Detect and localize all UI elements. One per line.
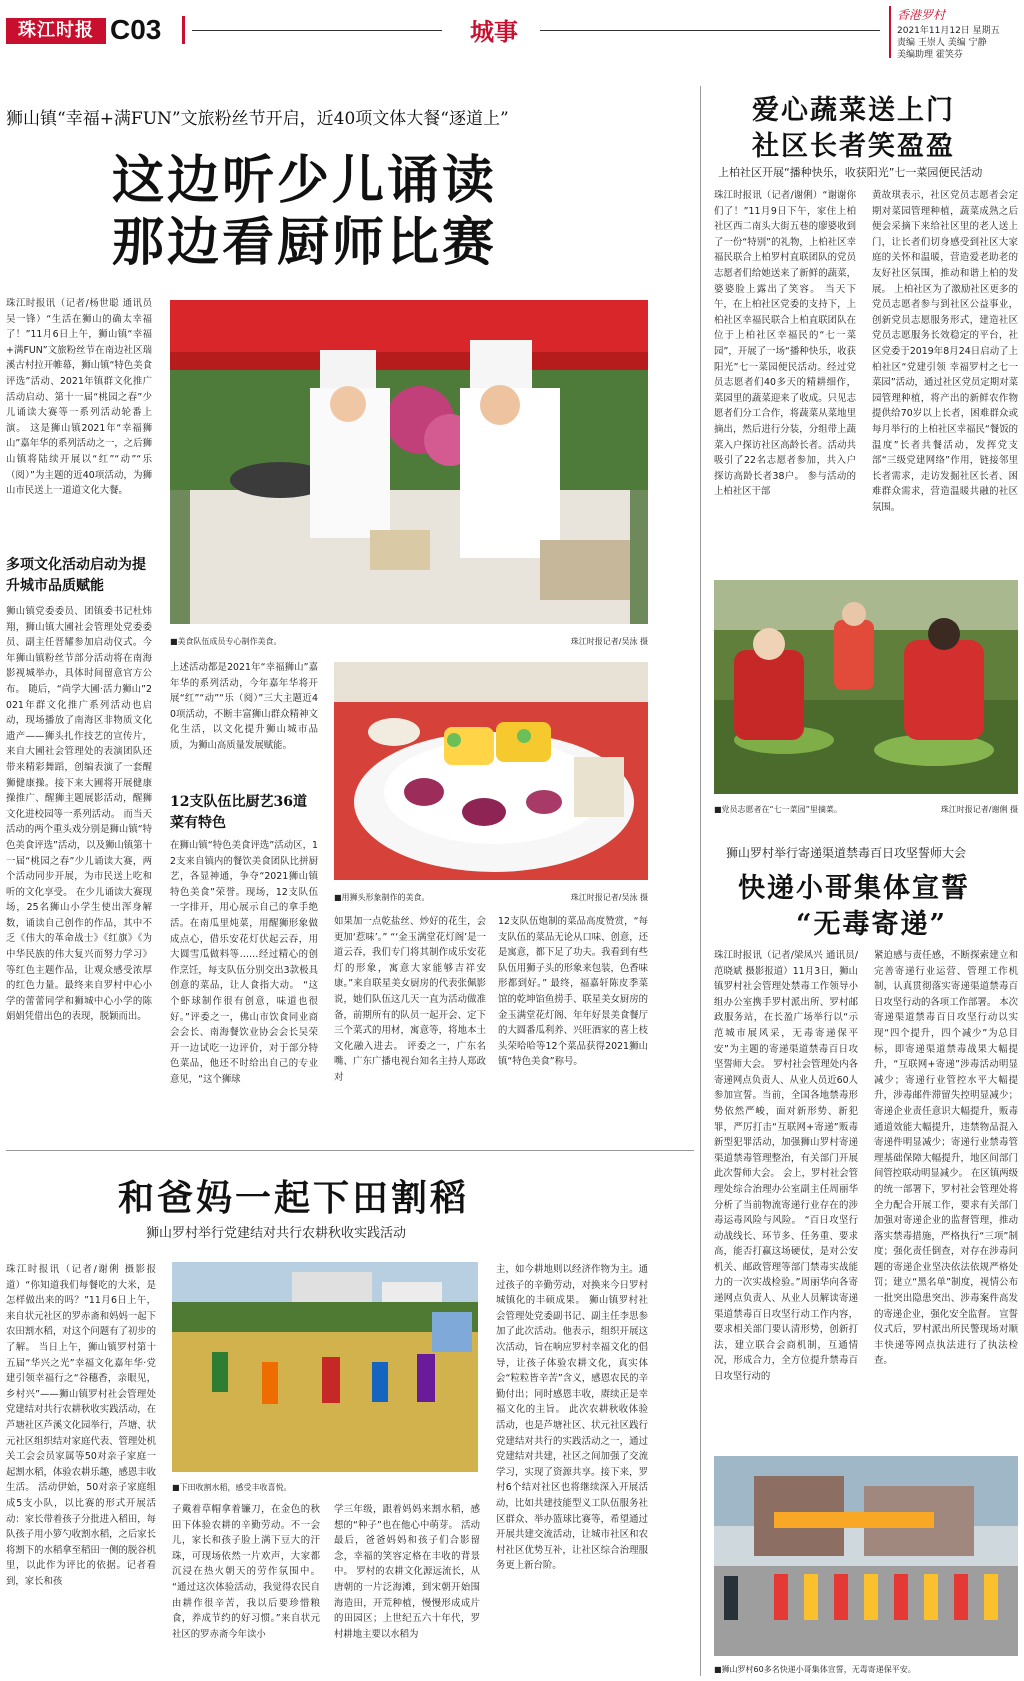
story1-body-text-1: 狮山镇党委委员、团镇委书记杜炜翔，狮山镇大圃社会管理处党委委员、副主任晋耀参加启动仪式。今年狮山镇粉丝节部分活动将在南海影视城举办，具体时间留意官方公布。 随后，“尚学大圃·活力狮山”2021年群文化推广系列活动也启动，现场播放了南海区非物质文化遗产——狮头扎作技艺的宣传片，来自大圃社会管理处的表演团队还带来精彩舞蹈，创编表演了一套醒狮健康操。接下来大圃将开展健康操推广、醒狮主题展影活动，醒狮文化进校园等一系列活动。 而当天活动的两个重头戏分别是狮山镇“特色美食评选”活动，以及狮山镇第十一届“桃园之春”少儿诵读大赛，两个活动同步开展，为市民送上吃和听的文化享受。 在少儿诵读大赛现场，25名狮山小学生使出浑身解数，诵读自己创作的作品，其中不乏《伟大的革命战士》《红旗》《为中华民族的伟大复兴而努力学习》等红色主题作品，让观众感受浓厚的红色力量。最终来自罗村中心小学的蕾蕾同学和狮城中心小学的陈娟娟凭借出色的表现，脱颖而出。 — [6, 606, 152, 1023]
story1-subhead-2: 12支队伍比厨艺36道菜有特色 — [170, 794, 307, 831]
photo4-caption: ■狮山罗村60多名快递小哥集体宣誓，无毒寄递保平安。 — [714, 1665, 916, 1674]
story1-headline-line1: 这边听少儿诵读 — [112, 150, 498, 211]
courier-pledge-photo — [714, 1456, 1018, 1656]
date-line: 2021年11月12日 星期五 — [897, 26, 1000, 36]
column-divider — [700, 86, 701, 1676]
story4-body-text-4: 主，如今耕地则以经济作物为主。通过孩子的辛勤劳动，对换来今日罗村城镇化的丰硕成果。 狮山镇罗村社会管理处党委副书记、副主任李思参加了此次活动。他表示，组织开展这次活动，旨在响应罗村幸福文化的倡导，让孩子体验农耕文化，真实体会“粒粒皆辛苦”含义，感恩农民的辛勤付出；同时感恩丰收，赓续正是幸福文化的主旨。 此次农耕秋收体验活动，也是芦塘社区、状元社区践行党建结对共行的实践活动之一，通过党建结对共建，社区之间加强了交流学习，实现了资源共享。接下来，罗村6个结对社区也将继续深入开展活动，比如共建技能型义工队伍服务社区群众、举办篮球比赛等，希望通过开展共建交流活动，让城市社区和农村社区优势互补，让社区综合治理服务更上新台阶。 — [496, 1264, 648, 1572]
header-divider — [889, 6, 891, 58]
story1-subhead-1: 多项文化活动启动为提升城市品质赋能 — [6, 557, 146, 594]
masthead — [0, 0, 1024, 64]
story1-body-text-2: 上述活动都是2021年“幸福狮山”嘉年华的系列活动，今年嘉年华将开展“红”“动”“乐（阅）”三大主题近40项活动，不断丰富狮山群众精神文化生活，以文化提升狮山城市品质，为狮山高质量发展赋能。 — [170, 662, 318, 751]
section-divider — [6, 1150, 694, 1151]
story2-headline-line2: 社区长者笑盈盈 — [752, 131, 955, 162]
section-title: 城事 — [470, 17, 518, 46]
photo3-caption: ■党员志愿者在“七一菜园”里摘菜。 — [714, 805, 842, 814]
brand-mark: 香港罗村 — [897, 8, 946, 22]
story4-deck: 狮山罗村举行党建结对共行农耕秋收实践活动 — [146, 1226, 407, 1241]
chefs-cooking-photo — [170, 300, 648, 624]
story2-body-text-1: 珠江时报讯（记者/谢俐）“谢谢你们了！”11月9日下午，家住上柏社区西二南头大街五巷的廖婆收到了一份“特别”的礼物，上柏社区幸福民联合上柏罗村直联团队的党员志愿者们给她送来了新鲜的蔬菜，婆婆脸上露出了笑容。 当天下午，在上柏社区党委的支持下，上柏社区幸福民联合上柏直联团队在位于上柏社区幸福民的“七一菜园”，开展了一场“播种快乐，收获阳光”七一菜园便民活动。经过党员志愿者们40多天的精耕细作，菜园里的蔬菜迎来了收成。只见志愿者们分工合作，将蔬菜从菜地里摘出，然后进行分装，分组带上蔬菜入户探访社区高龄长者。活动共吸引了22名志愿者参加，共入户探访高龄长者38户。 参与活动的上柏社区干部 — [714, 190, 856, 498]
photo2-credit: 珠江时报记者/吴泳 摄 — [570, 893, 648, 902]
header-rule-left — [192, 30, 442, 31]
lion-dish-photo — [334, 662, 648, 880]
story3-body-text-2: 紧迫感与责任感，不断探索建立和完善寄递行业运营、管理工作机制，认真贯彻落实寄递渠道禁毒百日攻坚行动的各项工作部署。 本次寄递渠道禁毒百日攻坚行动以实现“四个提升，四个减少”为总目标，即寄递渠道禁毒战果大幅提升，“互联网+寄递”涉毒活动明显减少；寄递行业管控水平大幅提升，涉毒邮件滞留失控明显减少；寄递企业责任意识大幅提升，贩毒通道效能大幅提升，违禁物品混入寄递件明显减少；寄递行业禁毒管理基础保障大幅提升，地区间部门间管控联动明显减少。 在区镇两级的统一部署下，罗村社会管理处将全力配合开展工作，要求有关部门加强对寄递企业的监督管理，推动落实禁毒措施，严格执行“三项”制度；强化责任倒查，对存在涉毒问题的寄递企业坚决依法依规严格处罚；建立“黑名单”制度，视情公布一批突出隐患突出、涉毒案件高发的寄递企业，强化安全监督。 宣誓仪式后，罗村派出所民警现场对顺丰快递等网点执法进行了执法检查。 — [874, 950, 1018, 1367]
header-rule-right — [540, 30, 880, 31]
story3-body-text-1: 珠江时报讯（记者/梁凤兴 通讯员/范晓斌 摄影报道）11月3日，狮山镇罗村社会管理处禁毒工作领导小组办公室携手罗村派出所、罗村邮政服务站，在长盈广场举行以“示范城市展风采，无毒寄递保平安”为主题的寄递渠道禁毒百日攻坚誓师大会。 罗村社会管理处内各寄递网点负责人、从业人员近60人参加宣誓。当前，全国各地禁毒形势依然严峻，面对新形势、新犯罪，严厉打击“互联网+寄递”贩毒新型犯罪活动，加强狮山罗村寄递渠道禁毒管理整治，有关部门开展此次誓师大会。 会上，罗村社会管理处综合治理办公室副主任周丽华分析了当前物流寄递行业存在的涉毒运毒风险与风险。 “百日攻坚行动战线长、环节多、任务重、要求高，能否打赢这场硬仗，是对公安机关、邮政管理等部门禁毒实战能力的一次实战检验。”周丽华向各寄递网点负责人、从业人员解读寄递渠道禁毒百日攻坚行动工作内容，要求相关部门要认清形势，创新打法，建立联合会商机制，互通情况，形成合力，全方位提升禁毒百日攻坚行动的 — [714, 950, 858, 1383]
photo3-credit: 珠江时报记者/谢俐 摄 — [940, 805, 1018, 814]
story3-kicker: 狮山罗村举行寄递渠道禁毒百日攻坚誓师大会 — [726, 846, 967, 860]
story1-lead-text: 珠江时报讯（记者/杨世聪 通讯员 吴一锋）“生活在狮山的确太幸福了！”11月6日上午，狮山镇“幸福+满FUN”文旅粉丝节在南边社区瑞溪古村拉开帷幕，狮山镇“特色美食评选”活动、2021年镇群文化推广活动启动、第十一届“桃园之春”少儿诵读大赛等一系列活动轮番上演。 这是狮山镇2021年“幸福狮山”嘉年华的系列活动之一，之后狮山镇将陆续开展以“红”“动”“乐（阅）”为主题的近40项活动，为狮山市民送上一道道文化大餐。 — [6, 298, 152, 497]
story1-body-text-3: 在狮山镇“特色美食评选”活动区，12支来自镇内的餐饮美食团队比拼厨艺，各显神通，争夺“2021狮山镇特色美食”荣誉。现场，12支队伍一字排开，用心展示自己的拿手绝活。在南瓜里炖菜，用醒狮形象做成点心，借乐安花灯伏起云吞，用大圆雪瓜做料等……经过精心的创作烹饪，每支队伍分别交出3款极具创意的菜品，让人食指大动。 “这个虾球制作很有创意，味道也很好。”评委之一，佛山市饮食同业商会会长、南海餐饮业协会会长吴荣开一边试吃一边评价，对于部分特色菜品，他还不时给出自己的专业意见，“这个狮球 — [170, 840, 318, 1085]
vegetable-garden-photo — [714, 580, 1018, 794]
assist-line: 美编助理 霍笑芬 — [897, 50, 963, 60]
story1-kicker: 狮山镇“幸福+满FUN”文旅粉丝节开启，近40项文体大餐“逐道上” — [6, 109, 509, 129]
story2-headline-line1: 爱心蔬菜送上门 — [752, 95, 955, 126]
story1-headline-line2: 那边看厨师比赛 — [112, 212, 498, 273]
page-number: C03 — [110, 14, 162, 45]
story1-body-text-4: 如果加一点乾盐丝、炒好的花生，会更加‘惹味’。” “‘金玉满堂花灯阁’是一道云吞，我们专门将其制作成乐安花灯的形象，寓意大家能够吉祥安康。”来自联星美女厨房的代表张佩影说，她们队伍这几天一直为活动做准备，前期所有的队员一起开会、定下三个菜式的用材，寓意等，将地本土文化融入进去。 评委之一，广东名嘴、广东广播电视台知名主持人郑政对 — [334, 916, 486, 1083]
story2-body-text-2: 黄故琪表示，社区党员志愿者会定期对菜园管理种植，蔬菜成熟之后便会采摘下来给社区里的老人送上门，让长者们切身感受到社区大家庭的关怀和温暖，营造爱老助老的友好社区氛围，推动和谐上柏的发展。 上柏社区为了激励社区更多的党员志愿者参与到社区公益事业，创新党员志愿服务形式，建造社区党员志愿服务长效稳定的平台，社区党委于2019年8月24日启动了上柏社区“党建引领 幸福罗村之七一菜园”活动，通过社区党员定期对菜园管理种植，将产出的新鲜农作物提供给70岁以上长者，困难群众或每月举行的上柏社区幸福民“餐饭的温度”长者共餐活动，发挥党支部“三级党建网络”作用，链接邻里长者需求，走访发掘社区长者、困难群众需求，营造温暖共融的社区氛围。 — [872, 190, 1018, 513]
rice-harvest-photo — [172, 1262, 478, 1472]
story2-deck: 上柏社区开展“播种快乐，收获阳光”七一菜园便民活动 — [718, 166, 983, 179]
story1-body-text-5: 12支队伍炮制的菜品高度赞赏，“每支队伍的菜品无论从口味、创意，还是寓意，都下足了功夫。我看到有些队伍用狮子头的形象来包装，色香味形都到好。” 最终，福嘉轩陈皮季菜馆的乾坤馅鱼捞手、联星美女厨房的金玉满堂花灯阁、年年好景美食餐厅的大圆番瓜利养、兴旺酒家的喜上枝头荣哈哈等12个菜品获得2021狮山镇“特色美食”称号。 — [498, 916, 648, 1068]
story4-headline: 和爸妈一起下田割稻 — [118, 1177, 470, 1219]
photo5-caption: ■下田收割水稻，感受丰收喜悦。 — [172, 1483, 292, 1492]
page-divider — [182, 16, 185, 44]
photo1-credit: 珠江时报记者/吴泳 摄 — [570, 637, 648, 646]
story3-headline-line2: “无毒寄递” — [796, 909, 948, 940]
photo1-caption: ■美食队伍成员专心制作美食。 — [170, 637, 282, 646]
photo2-caption: ■用狮头形象制作的美食。 — [334, 893, 430, 902]
story4-body-text-2: 子戴着草帽拿着镰刀，在金色的秋田下体验农耕的辛勤劳动。不一会儿，家长和孩子脸上满下豆大的汗珠，可现场依然一片欢声，大家都沉浸在热火朝天的劳作氛围中。 “通过这次体验活动，我觉得农民自由耕作很辛苦，我以后要珍惜粮食，养成节约的好习惯。”来自状元社区的罗赤斋今年读小 — [172, 1504, 320, 1640]
story3-headline-line1: 快递小哥集体宣誓 — [738, 873, 970, 904]
story4-body-text-1: 珠江时报讯（记者/谢俐 摄影报道）“你知道我们每餐吃的大米，是怎样做出来的吗？”11月6日上午，来自状元社区的罗赤斋和妈妈一起下农田割水稻，对这个问题有了初步的了解。 当日上午，狮山镇罗村第十五届“华兴之光”幸福文化嘉年华·党建引领幸福行之“谷穗香，亲眼见，乡村兴”——狮山镇罗村社会管理处党建结对共行农耕秋收实践活动，在芦塘社区芦溪文化园举行，芦塘、状元社区组织结对家庭代表、管理处机关工会会员家属等50对亲子家庭一起割水稻，体验农耕乐趣，感恩丰收生活。 活动伊始，50对亲子家庭组成5支小队，以比赛的形式开展活动：家长带着孩子分批进入稻田，每队孩子用小箩勺收割水稻，之后家长将割下的水稻拿至稻田一侧的脱谷机里，以此作为评比的依据。记者看到，家长和孩 — [6, 1264, 156, 1587]
story4-body-text-3: 学三年级，跟着妈妈来割水稻，感想的“种子”也在他心中萌芽。 活动最后，爸爸妈妈和孩子们合影留念，幸福的笑容定格在丰收的背景中。 罗村的农耕文化源远流长，从唐朝的一片泛海滩，到宋朝开始围海造田，开荒种植，慢慢形成成片的田园区；上世纪五六十年代，罗村耕地主要以水稻为 — [334, 1504, 480, 1640]
paper-logo: 珠江时报 — [6, 18, 106, 44]
editor-line: 责编 王崇人 美编 宁静 — [897, 38, 987, 48]
